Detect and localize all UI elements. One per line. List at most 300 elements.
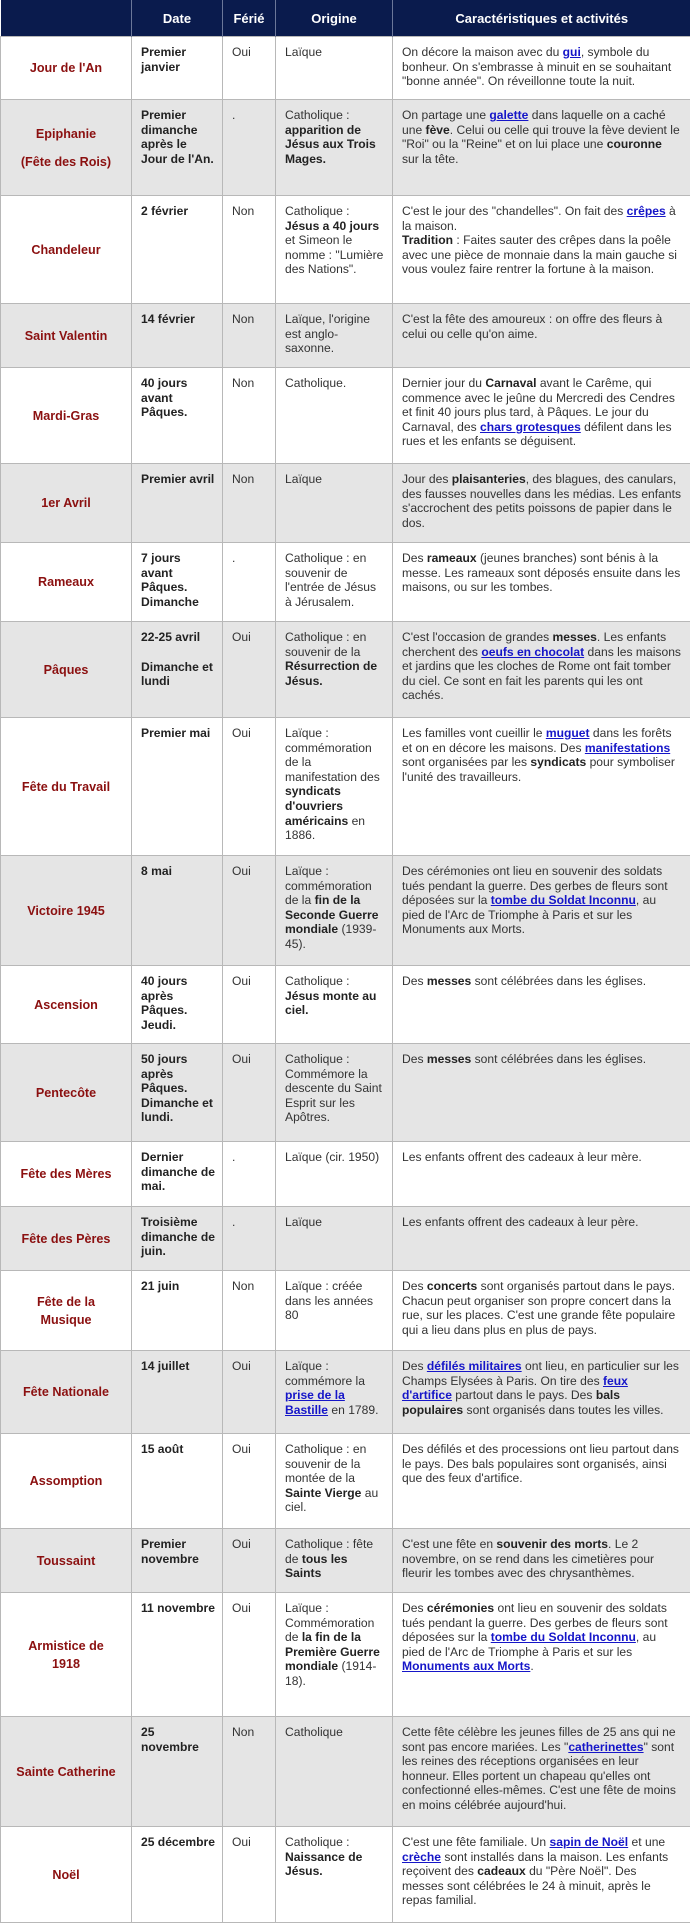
inline-link[interactable]: tombe du Soldat Inconnu xyxy=(491,1630,636,1644)
text-segment: : Faites sauter des crêpes dans la poêle avec une pièce de monnaie dans la main gauche si vous voulez faire rentrer la fortune à la maison. xyxy=(402,233,677,276)
table-row xyxy=(1,543,690,622)
header-date: Date xyxy=(132,0,223,37)
text-segment: Catholique : en souvenir de l'entrée de Jésus à Jérusalem. xyxy=(285,551,376,609)
holiday-description xyxy=(393,100,690,196)
text-segment: . Celui ou celle qui trouve la fève devient le "Roi" ou la "Reine" et on lui place une xyxy=(402,123,680,152)
holiday-date xyxy=(132,1207,223,1271)
holiday-name-line: Mardi-Gras xyxy=(7,407,125,425)
text-segment: Laïque : Commémoration de xyxy=(285,1601,374,1644)
bold-text: concerts xyxy=(427,1279,477,1293)
bold-text: syndicats d'ouvriers américains xyxy=(285,784,348,827)
holiday-name-line: Chandeleur xyxy=(7,241,125,259)
inline-link[interactable]: prise de la Bastille xyxy=(285,1388,345,1417)
bold-text: messes xyxy=(553,630,597,644)
holiday-description xyxy=(393,966,690,1044)
bold-text: Tradition xyxy=(402,233,453,247)
text-segment: " sont les reines des réceptions organisées en leur honneur. Elles portent un chapeau qu'elles ont confectionné elles-mêmes. C'est une fête de moins en moins célébrée aujourd'hui. xyxy=(402,1740,676,1812)
holiday-origine xyxy=(276,1529,393,1593)
text-segment: On décore la maison avec du xyxy=(402,45,563,59)
description-paragraph xyxy=(402,108,681,166)
holiday-date xyxy=(132,1351,223,1434)
table-row xyxy=(1,1434,690,1529)
holiday-name xyxy=(1,196,132,304)
text-segment: Laïque xyxy=(285,472,322,486)
holiday-name xyxy=(1,543,132,622)
holiday-origine xyxy=(276,1271,393,1351)
text-segment: Catholique : en souvenir de la montée de la xyxy=(285,1442,366,1485)
holiday-origine xyxy=(276,368,393,464)
holiday-name xyxy=(1,1434,132,1529)
description-paragraph xyxy=(402,864,681,937)
holiday-date-line: 14 février xyxy=(141,312,215,327)
holiday-date xyxy=(132,543,223,622)
table-row xyxy=(1,1351,690,1434)
table-row xyxy=(1,1142,690,1207)
holiday-date xyxy=(132,1717,223,1827)
bold-text: bals populaires xyxy=(402,1388,620,1417)
bold-text: plaisanteries xyxy=(452,472,526,486)
holiday-ferie: . xyxy=(223,1207,276,1271)
bold-text: Carnaval xyxy=(485,376,536,390)
holiday-date-line: Dernier dimanche de mai. xyxy=(141,1150,215,1194)
text-segment: (jeunes branches) sont bénis à la messe. Les rameaux sont déposés ensuite dans les maisons, ou sur les tombes. xyxy=(402,551,680,594)
holiday-date xyxy=(132,966,223,1044)
bold-text: syndicats xyxy=(530,755,586,769)
holiday-origine xyxy=(276,100,393,196)
holiday-name-line: Fête des Pères xyxy=(7,1230,125,1248)
text-segment: Catholique : xyxy=(285,1835,350,1849)
inline-link[interactable]: crèche xyxy=(402,1850,441,1864)
table-row xyxy=(1,1593,690,1717)
text-segment: Des cérémonies ont lieu en souvenir des soldats tués pendant la guerre. Des gerbes de fleurs sont déposées sur la xyxy=(402,864,668,907)
description-paragraph xyxy=(402,1725,681,1813)
text-segment: Les enfants offrent des cadeaux à leur mère. xyxy=(402,1150,642,1164)
description-paragraph xyxy=(402,1150,681,1165)
inline-link[interactable]: manifestations xyxy=(585,741,670,755)
text-segment: Catholique : xyxy=(285,204,350,218)
holiday-description xyxy=(393,1207,690,1271)
holiday-description xyxy=(393,1717,690,1827)
text-segment: . Les enfants cherchent des xyxy=(402,630,666,659)
holiday-date xyxy=(132,1434,223,1529)
holiday-origine xyxy=(276,1593,393,1717)
holiday-date-line: 8 mai xyxy=(141,864,215,879)
holiday-ferie: Oui xyxy=(223,1434,276,1529)
text-segment: sont organisés dans toutes les villes. xyxy=(463,1403,663,1417)
text-segment: Des défilés et des processions ont lieu partout dans le pays. Des bals populaires sont organisés, ainsi que des feux d'artifice. xyxy=(402,1442,679,1485)
bold-text: fève xyxy=(426,123,450,137)
holiday-name-line: Rameaux xyxy=(7,573,125,591)
description-paragraph xyxy=(402,1442,681,1486)
text-segment: Des xyxy=(402,1279,427,1293)
text-segment: , symbole du bonheur. On s'embrasse à minuit en se souhaitant "bonne année". On réveillonne toute la nuit. xyxy=(402,45,671,88)
holiday-name xyxy=(1,1351,132,1434)
text-segment: à la maison. xyxy=(402,204,676,233)
holiday-description xyxy=(393,1044,690,1142)
text-segment: sont célébrées dans les églises. xyxy=(471,1052,646,1066)
text-segment: Catholique xyxy=(285,1725,343,1739)
holiday-date xyxy=(132,622,223,718)
text-segment: sont organisés partout dans le pays. Chacun peut organiser son propre concert dans la rue, sur les places. C'est une grande fête populaire qui a lieu dans plus en plus de pays. xyxy=(402,1279,675,1337)
table-row xyxy=(1,1207,690,1271)
holiday-date xyxy=(132,1142,223,1207)
holiday-name xyxy=(1,966,132,1044)
table-row xyxy=(1,622,690,718)
description-paragraph xyxy=(402,726,681,784)
holiday-ferie: Oui xyxy=(223,1351,276,1434)
holiday-origine xyxy=(276,718,393,856)
text-segment: On partage une xyxy=(402,108,489,122)
holiday-date-line: Premier dimanche après le Jour de l'An. xyxy=(141,108,215,166)
holiday-name xyxy=(1,1044,132,1142)
holiday-date xyxy=(132,37,223,100)
holiday-date-line: 50 jours après Pâques. Dimanche et lundi. xyxy=(141,1052,215,1125)
holiday-origine xyxy=(276,1044,393,1142)
table-row xyxy=(1,100,690,196)
holiday-name-line: Noël xyxy=(7,1866,125,1884)
holiday-date xyxy=(132,1529,223,1593)
holiday-name-line: Fête des Mères xyxy=(7,1165,125,1183)
text-segment: C'est une fête familiale. Un xyxy=(402,1835,550,1849)
text-segment: Catholique : fête de xyxy=(285,1537,373,1566)
inline-link[interactable]: chars grotesques xyxy=(480,420,581,434)
table-row xyxy=(1,1271,690,1351)
text-segment: Catholique : Commémore la descente du Saint Esprit sur les Apôtres. xyxy=(285,1052,382,1124)
description-paragraph xyxy=(402,1279,681,1337)
text-segment: sont organisées par les xyxy=(402,755,530,769)
holiday-name-line: Fête du Travail xyxy=(7,778,125,796)
table-row xyxy=(1,1717,690,1827)
holiday-date-line: Premier avril xyxy=(141,472,215,487)
text-segment: Les familles vont cueillir le xyxy=(402,726,546,740)
inline-link[interactable]: muguet xyxy=(546,726,590,740)
bold-text: cérémonies xyxy=(427,1601,494,1615)
text-segment: Laïque : commémore la xyxy=(285,1359,365,1388)
holiday-origine xyxy=(276,1827,393,1923)
holiday-date xyxy=(132,464,223,543)
holiday-name-line: Jour de l'An xyxy=(7,59,125,77)
inline-link[interactable]: galette xyxy=(489,108,528,122)
text-segment: Catholique : en souvenir de la xyxy=(285,630,366,659)
holiday-date-line: 40 jours après Pâques. Jeudi. xyxy=(141,974,215,1032)
description-paragraph xyxy=(402,472,681,530)
holiday-name xyxy=(1,1271,132,1351)
holiday-description xyxy=(393,1351,690,1434)
bold-text: Jésus monte au ciel. xyxy=(285,989,376,1018)
holiday-name-line: Pentecôte xyxy=(7,1084,125,1102)
holiday-date xyxy=(132,368,223,464)
holiday-ferie: Oui xyxy=(223,1593,276,1717)
holiday-date-line: 22-25 avril xyxy=(141,630,215,645)
table-row xyxy=(1,966,690,1044)
text-segment: (1914-18). xyxy=(285,1659,376,1688)
holiday-name xyxy=(1,368,132,464)
description-paragraph xyxy=(402,45,681,89)
text-segment: Laïque : commémoration de la manifestation des xyxy=(285,726,380,784)
text-segment: au ciel. xyxy=(285,1486,378,1515)
table-row xyxy=(1,1044,690,1142)
holiday-description xyxy=(393,37,690,100)
holiday-name-line: 1918 xyxy=(7,1655,125,1673)
inline-link[interactable]: Monuments aux Morts xyxy=(402,1659,530,1673)
description-paragraph xyxy=(402,204,681,233)
bold-text: souvenir des morts xyxy=(496,1537,608,1551)
header-origine: Origine xyxy=(276,0,393,37)
holiday-date-line: 11 novembre xyxy=(141,1601,215,1616)
text-segment: C'est l'occasion de grandes xyxy=(402,630,553,644)
text-segment: dans les maisons et jardins que les cloches de Rome ont fait tomber du ciel. Ce sont en fait les parents qui les ont cachés. xyxy=(402,645,681,703)
holiday-origine xyxy=(276,1142,393,1207)
header-ferie: Férié xyxy=(223,0,276,37)
text-segment: Catholique : xyxy=(285,108,350,122)
description-paragraph xyxy=(402,1835,681,1908)
text-segment: Jour des xyxy=(402,472,452,486)
table-row xyxy=(1,368,690,464)
holiday-date-line: 7 jours avant Pâques. Dimanche xyxy=(141,551,215,609)
holiday-ferie: Oui xyxy=(223,622,276,718)
holiday-description xyxy=(393,1142,690,1207)
holiday-ferie: . xyxy=(223,100,276,196)
header-caracteristiques: Caractéristiques et activités xyxy=(393,0,690,37)
table-row xyxy=(1,37,690,100)
text-segment: Laïque : commémoration de la xyxy=(285,864,372,907)
text-segment: . xyxy=(530,1659,533,1673)
text-segment: Laïque, l'origine est anglo-saxonne. xyxy=(285,312,370,355)
holiday-ferie: Non xyxy=(223,304,276,368)
inline-link[interactable]: défilés militaires xyxy=(427,1359,522,1373)
description-paragraph xyxy=(402,1359,681,1417)
holiday-ferie: Oui xyxy=(223,1044,276,1142)
holiday-ferie: Non xyxy=(223,368,276,464)
holiday-name xyxy=(1,1142,132,1207)
text-segment: dans laquelle on a caché une xyxy=(402,108,666,137)
holiday-name-line: Toussaint xyxy=(7,1552,125,1570)
inline-link[interactable]: crêpes xyxy=(627,204,666,218)
holiday-name-line: Fête de la xyxy=(7,1293,125,1311)
text-segment: Dernier jour du xyxy=(402,376,485,390)
text-segment: (1939-45). xyxy=(285,922,376,951)
table-row xyxy=(1,464,690,543)
holiday-date xyxy=(132,100,223,196)
holiday-description xyxy=(393,1827,690,1923)
bold-text: la fin de la Première Guerre mondiale xyxy=(285,1630,380,1673)
holiday-ferie: Oui xyxy=(223,1529,276,1593)
holiday-origine xyxy=(276,966,393,1044)
holiday-ferie: Oui xyxy=(223,1827,276,1923)
bold-text: messes xyxy=(427,1052,471,1066)
holiday-ferie: Non xyxy=(223,464,276,543)
text-segment: partout dans le pays. Des xyxy=(452,1388,596,1402)
holiday-origine xyxy=(276,464,393,543)
holiday-date-line: 40 jours avant Pâques. xyxy=(141,376,215,420)
text-segment: avant le Carême, qui commence avec le jeûne du Mercredi des Cendres et finit 40 jours plus tard, à Pâques. Le jour du Carnaval, des xyxy=(402,376,675,434)
bold-text: tous les Saints xyxy=(285,1552,348,1581)
text-segment: , au pied de l'Arc de Triomphe à Paris et sur les Monuments aux Morts. xyxy=(402,893,656,936)
holiday-description xyxy=(393,543,690,622)
holiday-name xyxy=(1,464,132,543)
text-segment: C'est le jour des "chandelles". On fait des xyxy=(402,204,627,218)
holiday-date-line: Troisième dimanche de juin. xyxy=(141,1215,215,1259)
bold-text: rameaux xyxy=(427,551,477,565)
holiday-name xyxy=(1,304,132,368)
text-segment: , des blagues, des canulars, des fausses nouvelles dans les médias. Les enfants s'accrochent des petits poissons de papier dans le dos. xyxy=(402,472,681,530)
inline-link[interactable]: sapin de Noël xyxy=(550,1835,629,1849)
holiday-name xyxy=(1,1827,132,1923)
table-row xyxy=(1,856,690,966)
bold-text: apparition de Jésus aux Trois Mages. xyxy=(285,123,376,166)
description-paragraph xyxy=(402,1052,681,1067)
text-segment: Des xyxy=(402,1601,427,1615)
bold-text: messes xyxy=(427,974,471,988)
text-segment: Cette fête célèbre les jeunes filles de 25 ans qui ne sont pas encore mariées. Les " xyxy=(402,1725,676,1754)
text-segment: Catholique. xyxy=(285,376,346,390)
holiday-ferie: Oui xyxy=(223,966,276,1044)
holiday-name-line: (Fête des Rois) xyxy=(7,153,125,171)
holiday-ferie: Oui xyxy=(223,856,276,966)
holiday-origine xyxy=(276,1717,393,1827)
holiday-name-line: Armistice de xyxy=(7,1637,125,1655)
text-segment: et une xyxy=(628,1835,665,1849)
description-paragraph xyxy=(402,1537,681,1581)
description-paragraph xyxy=(402,1601,681,1674)
holiday-origine xyxy=(276,1207,393,1271)
header-name xyxy=(1,0,132,37)
text-segment: sont célébrées dans les églises. xyxy=(471,974,646,988)
bold-text: cadeaux xyxy=(477,1864,525,1878)
holiday-date xyxy=(132,718,223,856)
table-row xyxy=(1,718,690,856)
description-paragraph xyxy=(402,1215,681,1230)
description-paragraph xyxy=(402,551,681,595)
holiday-name-line: Pâques xyxy=(7,661,125,679)
text-segment: Laïque (cir. 1950) xyxy=(285,1150,379,1164)
holiday-date-line: Premier janvier xyxy=(141,45,215,74)
description-paragraph xyxy=(402,630,681,703)
holiday-name-line: Musique xyxy=(7,1311,125,1329)
holiday-name xyxy=(1,1207,132,1271)
holiday-description xyxy=(393,464,690,543)
inline-link[interactable]: oeufs en chocolat xyxy=(481,645,584,659)
text-segment: ont lieu, en particulier sur les Champs Elysées à Paris. On tire des xyxy=(402,1359,679,1388)
description-paragraph xyxy=(402,312,681,341)
holiday-description xyxy=(393,368,690,464)
text-segment: du "Père Noël". Des messes sont célébrées le 24 à minuit, après le repas familial. xyxy=(402,1864,651,1907)
holiday-name-line: Sainte Catherine xyxy=(7,1763,125,1781)
holiday-date-line: 25 décembre xyxy=(141,1835,215,1850)
text-segment: Catholique : xyxy=(285,974,350,988)
holiday-description xyxy=(393,196,690,304)
text-segment: Des xyxy=(402,1359,427,1373)
bold-text: Jésus a 40 jours xyxy=(285,219,379,233)
holiday-name-line: Victoire 1945 xyxy=(7,902,125,920)
bold-text: Résurrection de Jésus. xyxy=(285,659,377,688)
inline-link[interactable]: feux d'artifice xyxy=(402,1374,628,1403)
holiday-date-line: Premier novembre xyxy=(141,1537,215,1566)
holiday-name-line: Epiphanie xyxy=(7,125,125,143)
holiday-ferie: Non xyxy=(223,1271,276,1351)
bold-text: Sainte Vierge xyxy=(285,1486,361,1500)
holiday-name xyxy=(1,856,132,966)
holiday-date-line: 2 février xyxy=(141,204,215,219)
holiday-description xyxy=(393,1271,690,1351)
holiday-origine xyxy=(276,1351,393,1434)
text-segment: et Simeon le nomme : "Lumière des Nations". xyxy=(285,233,383,276)
text-segment: en 1789. xyxy=(328,1403,378,1417)
header-row xyxy=(1,0,690,37)
table-row xyxy=(1,1529,690,1593)
holiday-description xyxy=(393,1529,690,1593)
text-segment: défilent dans les rues et les enfants se déguisent. xyxy=(402,420,672,449)
text-segment: Laïque xyxy=(285,45,322,59)
table-row xyxy=(1,304,690,368)
holiday-date xyxy=(132,304,223,368)
holiday-date-line: 14 juillet xyxy=(141,1359,215,1374)
text-segment: sont installés dans la maison. Les enfants reçoivent des xyxy=(402,1850,668,1879)
holiday-description xyxy=(393,718,690,856)
bold-text: fin de la Seconde Guerre mondiale xyxy=(285,893,378,936)
holiday-description xyxy=(393,856,690,966)
text-segment: , au pied de l'Arc de Triomphe à Paris et sur les xyxy=(402,1630,656,1659)
holiday-origine xyxy=(276,622,393,718)
table-row xyxy=(1,196,690,304)
text-segment: Des xyxy=(402,1052,427,1066)
holiday-description xyxy=(393,1434,690,1529)
holiday-origine xyxy=(276,543,393,622)
holiday-date-line: Premier mai xyxy=(141,726,215,741)
bold-text: Naissance de Jésus. xyxy=(285,1850,362,1879)
holiday-name-line: Fête Nationale xyxy=(7,1383,125,1401)
holiday-date xyxy=(132,196,223,304)
holiday-ferie: Oui xyxy=(223,718,276,856)
holiday-description xyxy=(393,622,690,718)
table-row xyxy=(1,1827,690,1923)
holiday-name xyxy=(1,100,132,196)
holiday-ferie: Oui xyxy=(223,37,276,100)
description-paragraph xyxy=(402,376,681,449)
text-segment: sur la tête. xyxy=(402,152,458,166)
text-segment: C'est la fête des amoureux : on offre des fleurs à celui ou celle qu'on aime. xyxy=(402,312,662,341)
bold-text: couronne xyxy=(607,137,662,151)
holiday-description xyxy=(393,1593,690,1717)
inline-link[interactable]: tombe du Soldat Inconnu xyxy=(491,893,636,907)
text-segment: pour symboliser l'unité des travailleurs. xyxy=(402,755,675,784)
holiday-ferie: . xyxy=(223,543,276,622)
holiday-ferie: . xyxy=(223,1142,276,1207)
inline-link[interactable]: catherinettes xyxy=(568,1740,643,1754)
holiday-origine xyxy=(276,1434,393,1529)
holiday-name-line: 1er Avril xyxy=(7,494,125,512)
holiday-date xyxy=(132,1593,223,1717)
holiday-origine xyxy=(276,304,393,368)
text-segment: Des xyxy=(402,974,427,988)
holiday-date-line: 15 août xyxy=(141,1442,215,1457)
holiday-date xyxy=(132,1271,223,1351)
holiday-origine xyxy=(276,856,393,966)
text-segment: ont lieu en souvenir des soldats tués pendant la guerre. Des gerbes de fleurs sont déposées sur la xyxy=(402,1601,668,1644)
description-paragraph xyxy=(402,974,681,989)
holiday-name-line: Assomption xyxy=(7,1472,125,1490)
holiday-name xyxy=(1,37,132,100)
holiday-date xyxy=(132,1044,223,1142)
text-segment: en 1886. xyxy=(285,814,365,843)
holiday-origine xyxy=(276,37,393,100)
holiday-description xyxy=(393,304,690,368)
inline-link[interactable]: gui xyxy=(563,45,581,59)
holiday-date-line: Dimanche et lundi xyxy=(141,660,215,689)
text-segment: Laïque : créée dans les années 80 xyxy=(285,1279,373,1322)
holiday-name xyxy=(1,718,132,856)
holiday-date xyxy=(132,1827,223,1923)
